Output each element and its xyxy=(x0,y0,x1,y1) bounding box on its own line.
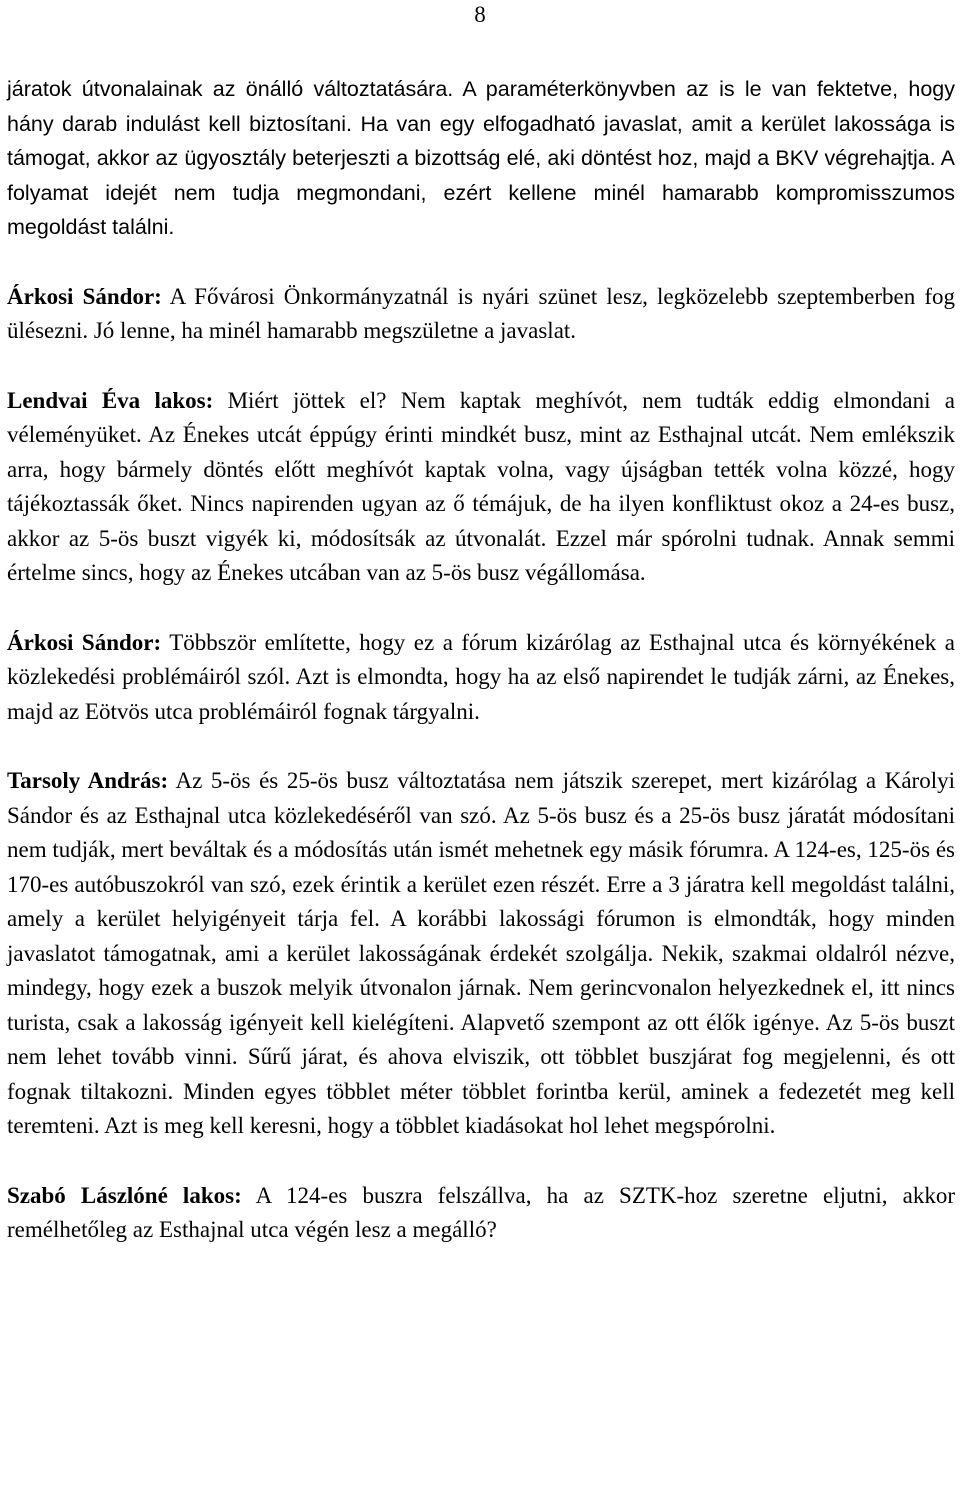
paragraph-text: járatok útvonalainak az önálló változtatására. A paraméterkönyvben az is le van fektetve, hogy hány darab indulást kell biztosítani. Ha van egy elfogadható javaslat, amit a kerület lakossága is támogat, akkor az ügyosztály beterjeszti a bizottság elé, aki döntést hoz, majd a BKV végrehajtja. A folyamat idejét nem tudja megmondani, ezért kellene minél hamarabb kompromisszumos megoldást találni. xyxy=(7,77,955,239)
speaker-name: Lendvai Éva lakos: xyxy=(7,387,214,413)
document-body xyxy=(7,72,955,1248)
paragraph-text: Az 5-ös és 25-ös busz változtatása nem játszik szerepet, mert kizárólag a Károlyi Sándor és az Esthajnal utca közlekedéséről van szó. Az 5-ös busz és a 25-ös busz járatát módosítani nem tudják, mert beváltak és a módosítás után ismét mehetnek egy másik fórumra. A 124-es, 125-ös és 170-es autóbuszokról van szó, ezek érintik a kerület ezen részét. Erre a 3 járatra kell megoldást találni, amely a kerület helyigényeit tárja fel. A korábbi lakossági fórumon is elmondták, hogy minden javaslatot támogatnak, ami a kerület lakosságának érdekét szolgálja. Nekik, szakmai oldalról nézve, mindegy, hogy ezek a buszok melyik útvonalon járnak. Nem gerincvonalon helyezkednek el, itt nincs turista, csak a lakosság igényeit kell kielégíteni. Alapvető szempont az ott élők igénye. Az 5-ös buszt nem lehet tovább vinni. Sűrű járat, és ahova elviszik, ott többlet buszjárat fog megjelenni, és ott fognak tiltakozni. Minden egyes többlet méter többlet forintba kerül, aminek a fedezetét meg kell teremteni. Azt is meg kell keresni, hogy a többlet kiadásokat hol lehet megspórolni. xyxy=(7,768,955,1138)
speaker-name: Árkosi Sándor: xyxy=(7,629,162,655)
speaker-name: Tarsoly András: xyxy=(7,768,169,793)
speaker-name: Árkosi Sándor: xyxy=(7,283,162,309)
paragraph-text: A 124-es buszra felszállva, ha az SZTK-hoz szeretne eljutni, akkor remélhetőleg az Esthajnal utca végén lesz a megálló? xyxy=(7,1182,955,1242)
paragraph-arkosi-2 xyxy=(7,626,955,730)
paragraph-text: Többször említette, hogy ez a fórum kizárólag az Esthajnal utca és környékének a közlekedési problémáiról szól. Azt is elmondta, hogy ha az első napirendet le tudják zárni, az Énekes, majd az Eötvös utca problémáiról fognak tárgyalni. xyxy=(7,629,956,724)
paragraph-tarsoly xyxy=(7,764,955,1144)
paragraph-text: A Fővárosi Önkormányzatnál is nyári szünet lesz, legközelebb szeptemberben fog ülésezni. Jó lenne, ha minél hamarabb megszületne a javaslat. xyxy=(7,283,955,343)
paragraph-intro xyxy=(7,72,955,245)
paragraph-lendvai xyxy=(7,384,955,591)
paragraph-szabo xyxy=(7,1179,955,1248)
paragraph-text: Miért jöttek el? Nem kaptak meghívót, nem tudták eddig elmondani a véleményüket. Az Énekes utcát éppúgy érinti mindkét busz, mint az Esthajnal utcát. Nem emlékszik arra, hogy bármely döntés előtt meghívót kaptak volna, vagy újságban tették volna közzé, hogy tájékoztassák őket. Nincs napirenden ugyan az ő témájuk, de ha ilyen konfliktust okoz a 24-es busz, akkor az 5-ös buszt vigyék ki, módosítsák az útvonalát. Ezzel már spórolni tudnak. Annak semmi értelme sincs, hogy az Énekes utcában van az 5-ös busz végállomása. xyxy=(7,387,955,585)
speaker-name: Szabó Lászlóné lakos: xyxy=(7,1182,242,1208)
paragraph-arkosi-1 xyxy=(7,280,955,349)
page-number: 8 xyxy=(474,2,486,27)
